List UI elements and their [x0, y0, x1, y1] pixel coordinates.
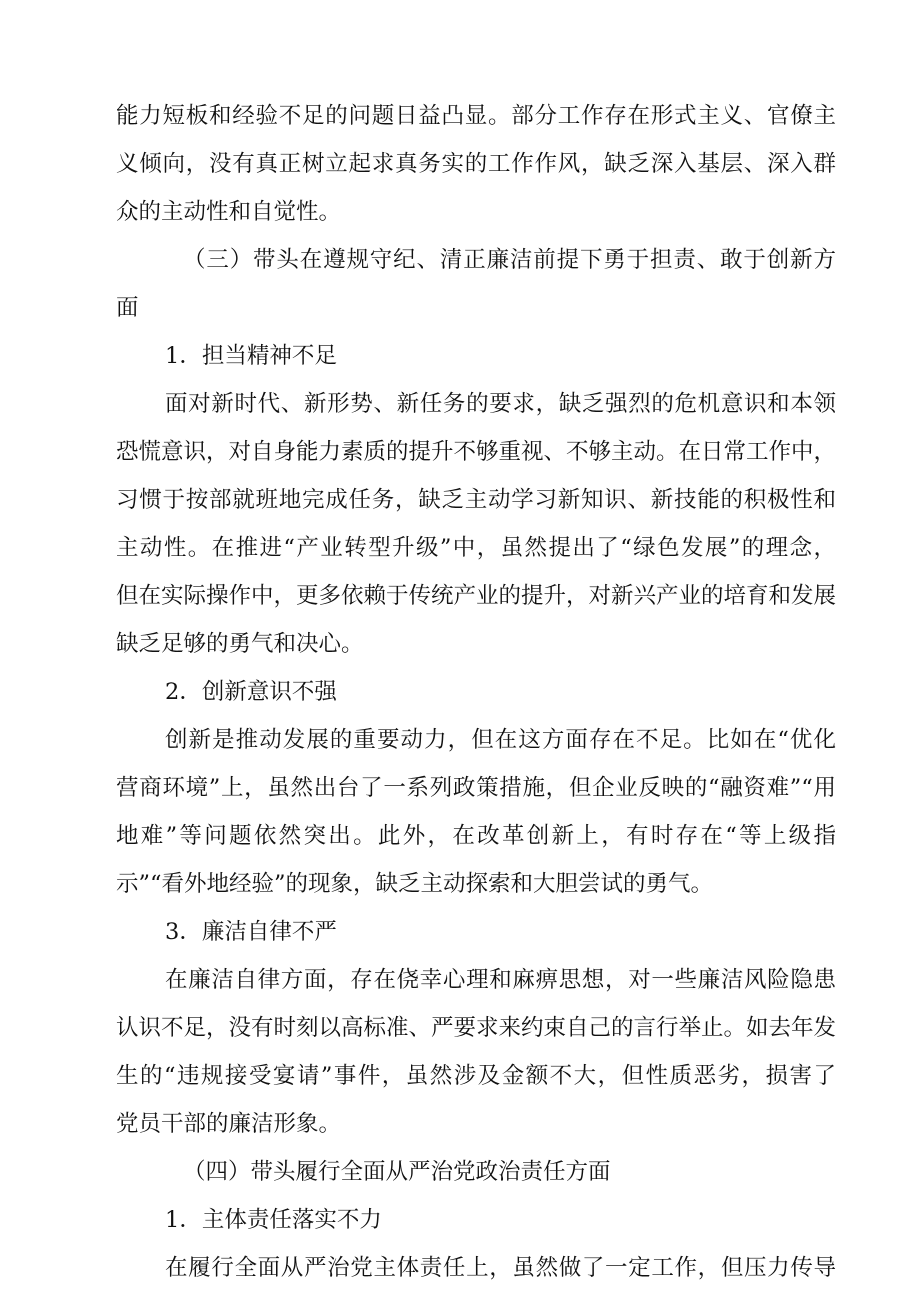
paragraph-line: 在履行全面从严治党主体责任上，虽然做了一定工作，但压力传导	[165, 1255, 836, 1281]
paragraph-line: 党员干部的廉洁形象。	[116, 1111, 342, 1137]
subheading: 2．创新意识不强	[165, 679, 337, 705]
paragraph-line: 主动性。在推进“产业转型升级”中，虽然提出了“绿色发展”的理念，	[116, 535, 836, 561]
paragraph-line: 在廉洁自律方面，存在侥幸心理和麻痹思想，对一些廉洁风险隐患	[165, 967, 836, 993]
paragraph-line: 面对新时代、新形势、新任务的要求，缺乏强烈的危机意识和本领	[165, 391, 836, 417]
paragraph-line: 创新是推动发展的重要动力，但在这方面存在不足。比如在“优化	[165, 727, 836, 753]
paragraph-line: 认识不足，没有时刻以高标准、严要求来约束自己的言行举止。如去年发	[116, 1015, 836, 1041]
paragraph-line: 生的“违规接受宴请”事件，虽然涉及金额不大，但性质恶劣，损害了	[116, 1063, 836, 1089]
paragraph-line: 但在实际操作中，更多依赖于传统产业的提升，对新兴产业的培育和发展	[116, 583, 836, 609]
paragraph-line: 能力短板和经验不足的问题日益凸显。部分工作存在形式主义、官僚主	[116, 103, 836, 129]
subheading: 1．担当精神不足	[165, 343, 337, 369]
paragraph-line: 义倾向，没有真正树立起求真务实的工作作风，缺乏深入基层、深入群	[116, 151, 836, 177]
paragraph-line: 恐慌意识，对自身能力素质的提升不够重视、不够主动。在日常工作中，	[116, 439, 836, 465]
paragraph-line: 众的主动性和自觉性。	[116, 199, 342, 225]
paragraph-line: 缺乏足够的勇气和决心。	[116, 631, 364, 657]
paragraph-line: 地难”等问题依然突出。此外，在改革创新上，有时存在“等上级指	[116, 823, 836, 849]
paragraph-line: 营商环境”上，虽然出台了一系列政策措施，但企业反映的“融资难”“用	[116, 775, 836, 801]
section-heading: （三）带头在遵规守纪、清正廉洁前提下勇于担责、敢于创新方	[183, 247, 836, 273]
subheading: 3．廉洁自律不严	[165, 919, 337, 945]
section-heading: （四）带头履行全面从严治党政治责任方面	[183, 1159, 611, 1185]
paragraph-line: 习惯于按部就班地完成任务，缺乏主动学习新知识、新技能的积极性和	[116, 487, 836, 513]
subheading: 1．主体责任落实不力	[165, 1207, 382, 1233]
paragraph-line: 示”“看外地经验”的现象，缺乏主动探索和大胆尝试的勇气。	[116, 871, 714, 897]
section-heading-continued: 面	[116, 295, 139, 321]
